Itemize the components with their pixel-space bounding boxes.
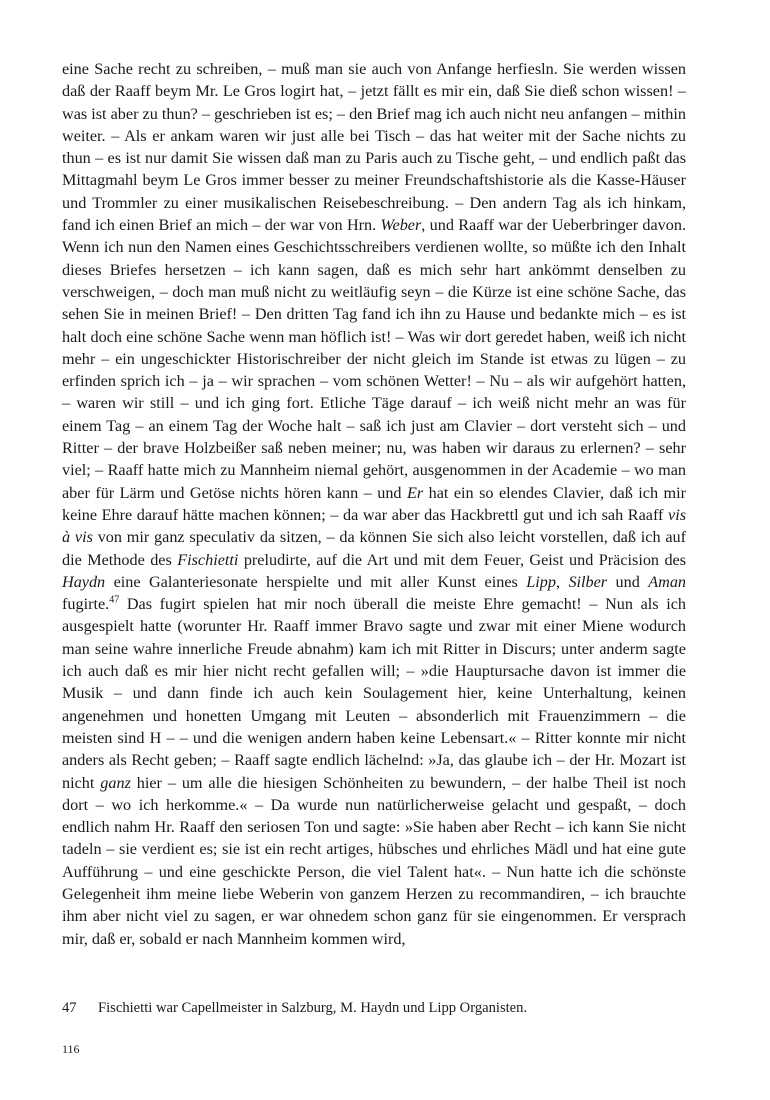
footnote-text: Fischietti war Capellmeister in Salzburg, M. Haydn und Lipp Organisten. <box>98 1000 528 1016</box>
text-segment: Das fugirt spielen hat mir noch überall die meiste Ehre gemacht! – Nun als ich ausgespielt hatte (worunter Hr. Raaff immer Bravo sagte und zwar mit einer Miene wodurch man seine wahre innerliche Freude abnahm) kam ich mit Ritter in Discurs; unter anderm sagte ich auch daß es mir hier nicht recht gefallen will; – »die Hauptursache davon ist immer die Musik – und dann finde ich auch kein Soulagement hier, keine Unterhaltung, keinen angenehmen und honetten Umgang mit Leuten – absonderlich mit Frauenzimmern – die meisten sind H – – und die wenigen andern haben keine Lebensart.« – Ritter konnte mir nicht anders als Recht geben; – Raaff sagte endlich lächelnd: »Ja, das glaube ich – der Hr. Mozart ist nicht <box>62 595 686 792</box>
text-segment: und <box>615 572 640 591</box>
footnote-reference[interactable]: 47 <box>109 594 120 606</box>
name-silber: Silber <box>568 572 608 591</box>
name-weber: Weber <box>380 216 422 235</box>
page-body <box>62 58 686 950</box>
name-haydn: Haydn <box>62 572 106 591</box>
phrase-vis-a-vis: vis à vis <box>62 505 686 547</box>
text-segment: von mir ganz speculativ da sitzen, – da können Sie sich also leicht vorstellen, daß ich auf die Methode des <box>62 528 687 569</box>
text-segment: eine Sache recht zu schreiben, – muß man sie auch von Anfange herfiesln. Sie werden wissen daß der Raaff beym Mr. Le Gros logirt hat, – jetzt fällt es mir ein, daß Sie dieß schon wissen! – was ist aber zu thun? – geschrieben ist es; – den Brief mag ich auch nicht neu anfangen – mithin weiter. – Als er ankam waren wir just alle bei Tisch – das hat weiter mit der Sache nichts zu thun – es ist nur damit Sie wissen daß man zu Paris auch zu Tische geht, – und endlich paßt das Mittagmahl beym Le Gros immer besser zu meiner Freundschaftshistorie als die Kasse-Häuser und Trommler zu einer musikalischen Reisebeschreibung. – Den andern Tag als ich hinkam, fand ich einen Brief an mich – der war von Hrn. <box>62 60 686 235</box>
text-segment: , und Raaff war der Ueberbringer davon. Wenn ich nun den Namen eines Geschichtsschreibers verdienen wollte, so müßte ich den Inhalt dieses Briefes hersetzen – ich kann sagen, daß es mich sehr hart ankömmt denselben zu verschweigen, – doch man muß nicht zu weitläufig seyn – die Kürze ist eine schöne Sache, das sehen Sie in meinen Brief! – Den dritten Tag fand ich ihn zu Hause und bedankte mich – es ist halt doch eine schöne Sache wenn man höflich ist! – Was wir dort geredet haben, weiß ich nicht mehr – ein ungeschickter Historischreiber der nicht gleich im Stande ist etwas zu lügen – zu erfinden sprich ich – ja – wir sprachen – vom schönen Wetter! – Nu – als wir aufgehört hatten, – waren wir still – und ich ging fort. Etliche Täge darauf – ich weiß nicht mehr an was für einem Tag – an einem Tag der Woche halt – saß ich just am Clavier – dort versteht sich – und Ritter – der brave Holzbeißer saß neben meiner; nu, was haben wir daraus zu erlernen? – sehr viel; – Raaff hatte mich zu Mannheim niemal gehört, ausgenommen in der Academie – wo man aber für Lärm und Getöse nichts hören kann – und <box>62 216 687 502</box>
text-segment: eine Galanteriesonate herspielte und mit aller Kunst eines <box>113 572 518 591</box>
text-segment: hier – um alle die hiesigen Schönheiten zu bewundern, – der halbe Theil ist noch dort – wo ich herkomme.« – Da wurde nun natürlicherweise gelacht und gespaßt, – doch endlich nahm Hr. Raaff den seriosen Ton und sagte: »Sie haben aber Recht – ich kann Sie nicht tadeln – sie verdient es; sie ist ein recht artiges, hübsches und ehrliches Mädl und hat eine gute Aufführung – und eine geschickte Person, die viel Talent hat«. – Nun hatte ich die schönste Gelegenheit ihm meine liebe Weberin von ganzem Herzen zu recommandiren, – ich brauchte ihm aber nicht viel zu sagen, er war ohnedem schon ganz für sie eingenommen. Er versprach mir, daß er, sobald er nach Mannheim kommen wird, <box>62 773 687 948</box>
footnote <box>62 998 702 1018</box>
text-segment: fugirte. <box>62 595 110 614</box>
page-number: 116 <box>62 1042 80 1056</box>
name-lipp: Lipp <box>526 572 556 591</box>
word-ganz: ganz <box>100 773 131 792</box>
text-segment: hat ein so elendes Clavier, daß ich mir keine Ehre darauf hätte machen können; – da war aber das Hackbrettl gut und ich sah Raaff <box>62 483 687 524</box>
name-aman: Aman <box>648 572 687 591</box>
text-segment: preludirte, auf die Art und mit dem Feuer, Geist und Präcision des <box>243 550 687 569</box>
letter-text <box>62 58 686 950</box>
word-er: Er <box>406 483 424 502</box>
text-segment: , <box>555 572 560 591</box>
footnote-number: 47 <box>62 1000 77 1016</box>
name-fischietti: Fischietti <box>177 550 239 569</box>
